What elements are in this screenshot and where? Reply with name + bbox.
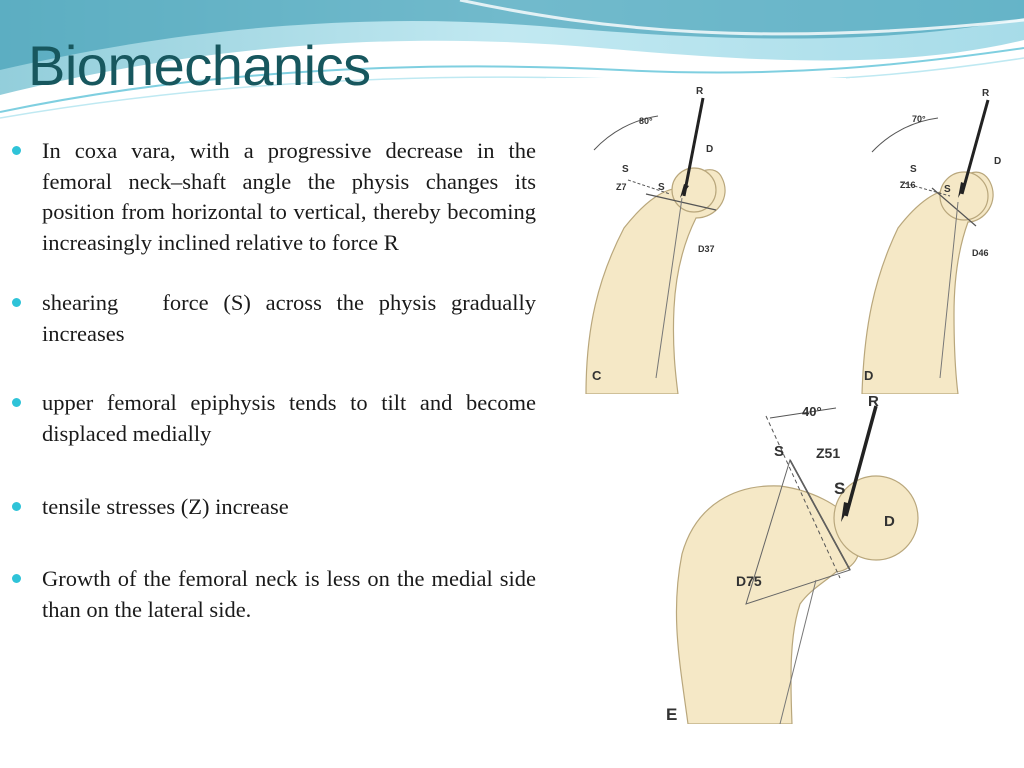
- bullet-text: upper femoral epiphysis tends to tilt and become displaced medially: [42, 390, 536, 446]
- figure-c-femur-diagram: [546, 78, 846, 394]
- force-d-label: D: [884, 513, 895, 530]
- force-r-label: R: [868, 394, 879, 410]
- force-r-label: R: [696, 86, 704, 97]
- tensile-label: Z51: [816, 445, 841, 461]
- shear-small-label: S: [944, 184, 951, 195]
- bullet-text: In coxa vara, with a progressive decrease in the femoral neck–shaft angle the physis changes its position from horizontal to vertical, thereby becoming increasingly inclined relative to force R: [42, 138, 536, 255]
- d-value-label: D75: [736, 573, 762, 589]
- shear-small-label: S: [834, 479, 846, 498]
- d-value-label: D37: [698, 244, 715, 254]
- panel-label: D: [864, 368, 874, 383]
- bullet-item: [12, 492, 536, 564]
- shear-label: S: [774, 443, 785, 460]
- bullet-dot-icon: [12, 298, 21, 307]
- bullet-text: shearing force (S) across the physis gradually increases: [42, 290, 542, 346]
- bullet-item: [12, 288, 542, 388]
- slide-title: Biomechanics: [28, 34, 371, 97]
- shear-label: S: [910, 164, 917, 175]
- bullet-dot-icon: [12, 502, 21, 511]
- angle-label: 80°: [639, 116, 653, 126]
- force-d-label: D: [994, 156, 1002, 167]
- bullet-item: [12, 136, 536, 288]
- bullet-text: tensile stresses (Z) increase: [42, 494, 289, 519]
- bullet-dot-icon: [12, 146, 21, 155]
- tensile-label: Z16: [900, 180, 916, 190]
- bullet-text: Growth of the femoral neck is less on the medial side than on the lateral side.: [42, 566, 536, 622]
- femoral-head-d: [940, 172, 988, 220]
- bullet-list: [12, 136, 542, 625]
- bullet-item: [12, 388, 536, 492]
- bullet-dot-icon: [12, 398, 21, 407]
- panel-label: E: [666, 705, 678, 724]
- femoral-head-e: [834, 476, 918, 560]
- figure-e-femur-diagram: [640, 394, 956, 724]
- force-r-label: R: [982, 88, 990, 99]
- figure-d-femur-diagram: [850, 78, 1022, 394]
- d-value-label: D46: [972, 248, 989, 258]
- shear-label: S: [622, 164, 629, 175]
- shear-small-label: S: [658, 182, 665, 193]
- angle-label: 70°: [912, 114, 926, 124]
- force-d-label: D: [706, 144, 714, 155]
- bullet-item: [12, 564, 536, 625]
- bullet-dot-icon: [12, 574, 21, 583]
- panel-label: C: [592, 368, 602, 383]
- tensile-label: Z7: [616, 182, 627, 192]
- angle-label: 40°: [802, 404, 822, 419]
